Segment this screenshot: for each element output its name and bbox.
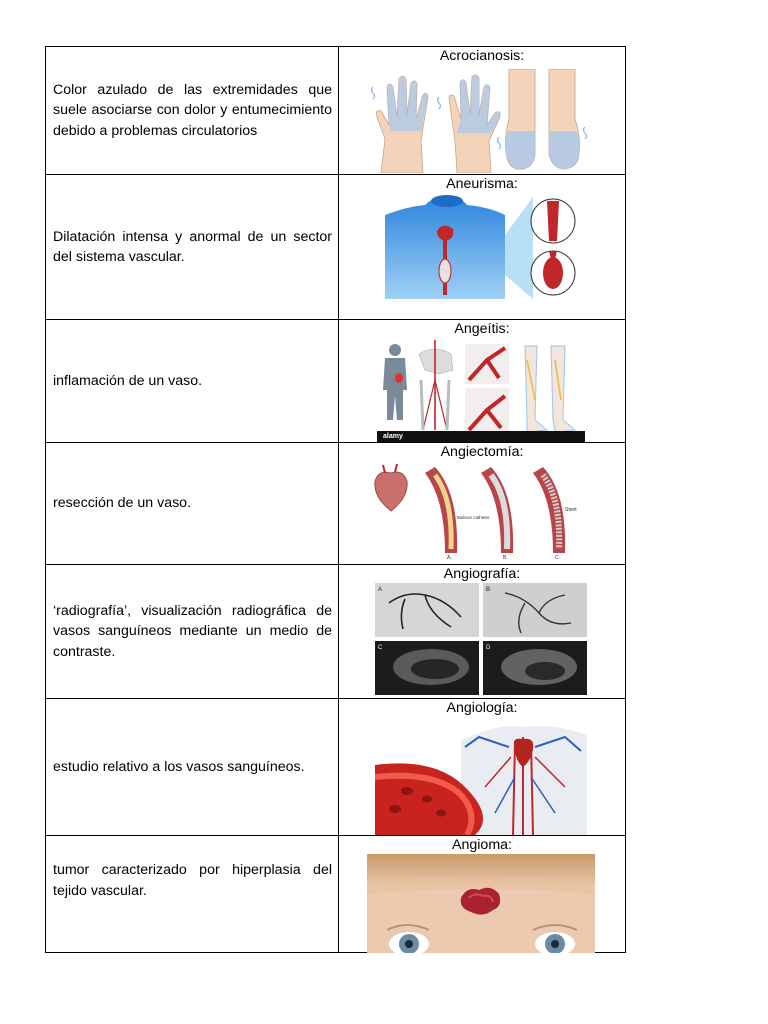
image-cell	[339, 565, 626, 698]
term-caption: Angeítis:	[454, 321, 510, 337]
table-row	[46, 47, 626, 175]
definition-text: estudio relativo a los vasos sanguíneos.	[53, 758, 305, 775]
infant-hemangioma-photo	[367, 854, 595, 953]
watermark-bar	[377, 431, 585, 442]
angiogram-xray-panels	[375, 583, 587, 697]
panel-label-a: A	[378, 587, 383, 593]
angioplasty-stent-illustration	[367, 463, 593, 563]
term-caption: Angiología:	[446, 700, 518, 716]
image-cell	[339, 836, 626, 952]
definition-text: tumor caracterizado por hiperplasia del tejido vascular.	[53, 862, 332, 899]
label-a: A.	[447, 555, 452, 561]
definition-cell	[46, 699, 339, 835]
image-cell	[339, 320, 626, 442]
label-c: C.	[555, 555, 560, 561]
definition-cell	[46, 47, 339, 174]
image-cell	[339, 175, 626, 319]
definition-cell	[46, 175, 339, 319]
label-stent: Stent	[565, 507, 577, 513]
definition-cell	[46, 320, 339, 442]
label-b: B.	[503, 555, 508, 561]
aorta-aneurysm-illustration	[385, 195, 585, 299]
definition-cell	[46, 565, 339, 698]
term-caption: Acrocianosis:	[439, 48, 525, 64]
panel-label-c: C	[378, 645, 383, 651]
term-caption: Angiectomía:	[440, 444, 524, 460]
definition-text: inflamación de un vaso.	[53, 372, 203, 389]
watermark-text: alamy	[383, 433, 403, 440]
table-row	[46, 699, 626, 836]
panel-label-b: B	[486, 587, 491, 593]
term-caption: Angiografía:	[443, 566, 521, 582]
table-row	[46, 443, 626, 565]
circulatory-system-illustration	[375, 717, 587, 835]
definition-cell	[46, 836, 339, 952]
image-cell	[339, 443, 626, 564]
definition-cell	[46, 443, 339, 564]
panel-label-d: D	[486, 645, 491, 651]
table-row	[46, 565, 626, 699]
label-balloon: Balloon catheter	[457, 515, 490, 520]
image-cell	[339, 47, 626, 174]
hands-feet-illustration	[371, 69, 593, 173]
definition-text: Color azulado de las extremidades que suele asociarse con dolor y entumecimiento debido a problemas circulatorios	[53, 81, 332, 139]
definition-text: Dilatación intensa y anormal de un sector del sistema vascular.	[53, 228, 332, 265]
vasculitis-illustration	[377, 340, 585, 442]
table-row	[46, 320, 626, 443]
table-row	[46, 175, 626, 320]
definition-text: ‘radiografía’, visualización radiográfica de vasos sanguíneos mediante un medio de contraste.	[53, 602, 332, 660]
definition-text: resección de un vaso.	[53, 495, 192, 512]
image-cell	[339, 699, 626, 835]
term-caption: Angioma:	[452, 837, 512, 853]
table-row	[46, 836, 626, 953]
definitions-table	[45, 46, 626, 953]
term-caption: Aneurisma:	[446, 176, 518, 192]
